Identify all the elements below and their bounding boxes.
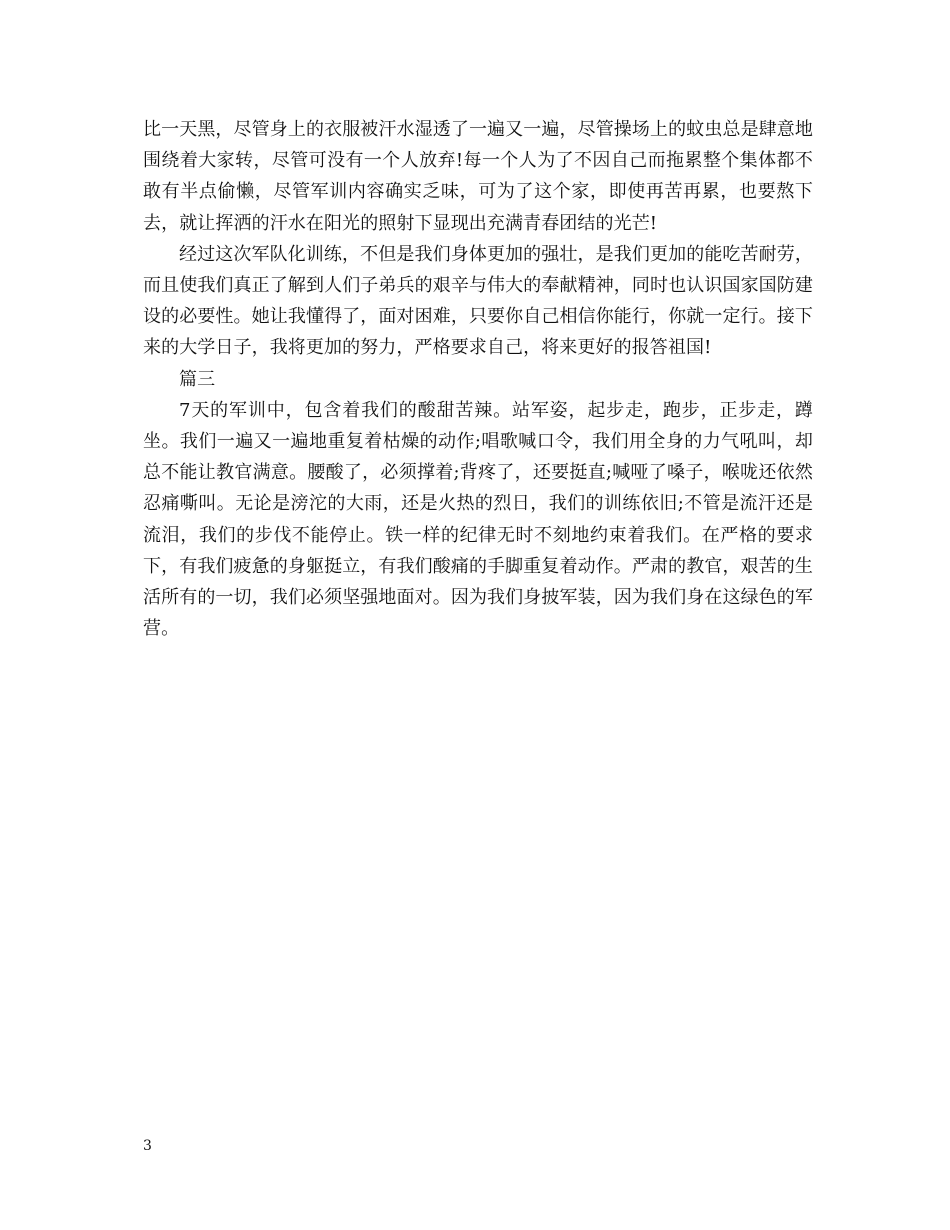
paragraph-training-summary: 经过这次军队化训练，不但是我们身体更加的强壮，是我们更加的能吃苦耐劳，而且使我们真正了解到人们子弟兵的艰辛与伟大的奉献精神，同时也认识国家国防建设的必要性。她让我懂得了，面对困难，只要你自己相信你能行，你就一定行。接下来的大学日子，我将更加的努力，严格要求自己，将来更好的报答祖国! — [143, 243, 813, 359]
section-heading: 篇三 — [179, 368, 216, 390]
paragraph-seven-days: 7天的军训中，包含着我们的酸甜苦辣。站军姿，起步走，跑步，正步走，蹲坐。我们一遍又一遍地重复着枯燥的动作;唱歌喊口令，我们用全身的力气吼叫，却总不能让教官满意。腰酸了，必须撑着;背疼了，还要挺直;喊哑了嗓子，喉咙还依然忍痛嘶叫。无论是滂沱的大雨，还是火热的烈日，我们的训练依旧;不管是流汗还是流泪，我们的步伐不能停止。铁一样的纪律无时不刻地约束着我们。在严格的要求下，有我们疲惫的身躯挺立，有我们酸痛的手脚重复着动作。严肃的教官，艰苦的生活所有的一切，我们必须坚强地面对。因为我们身披军装，因为我们身在这绿色的军营。 — [143, 399, 813, 640]
page-number: 3 — [143, 1138, 152, 1154]
body-text — [143, 114, 813, 644]
paragraph-continuation: 比一天黑，尽管身上的衣服被汗水湿透了一遍又一遍，尽管操场上的蚊虫总是肆意地围绕着大家转，尽管可没有一个人放弃!每一个人为了不因自己而拖累整个集体都不敢有半点偷懒，尽管军训内容确实乏味，可为了这个家，即使再苦再累，也要熬下去，就让挥洒的汗水在阳光的照射下显现出充满青春团结的光芒! — [143, 119, 813, 234]
